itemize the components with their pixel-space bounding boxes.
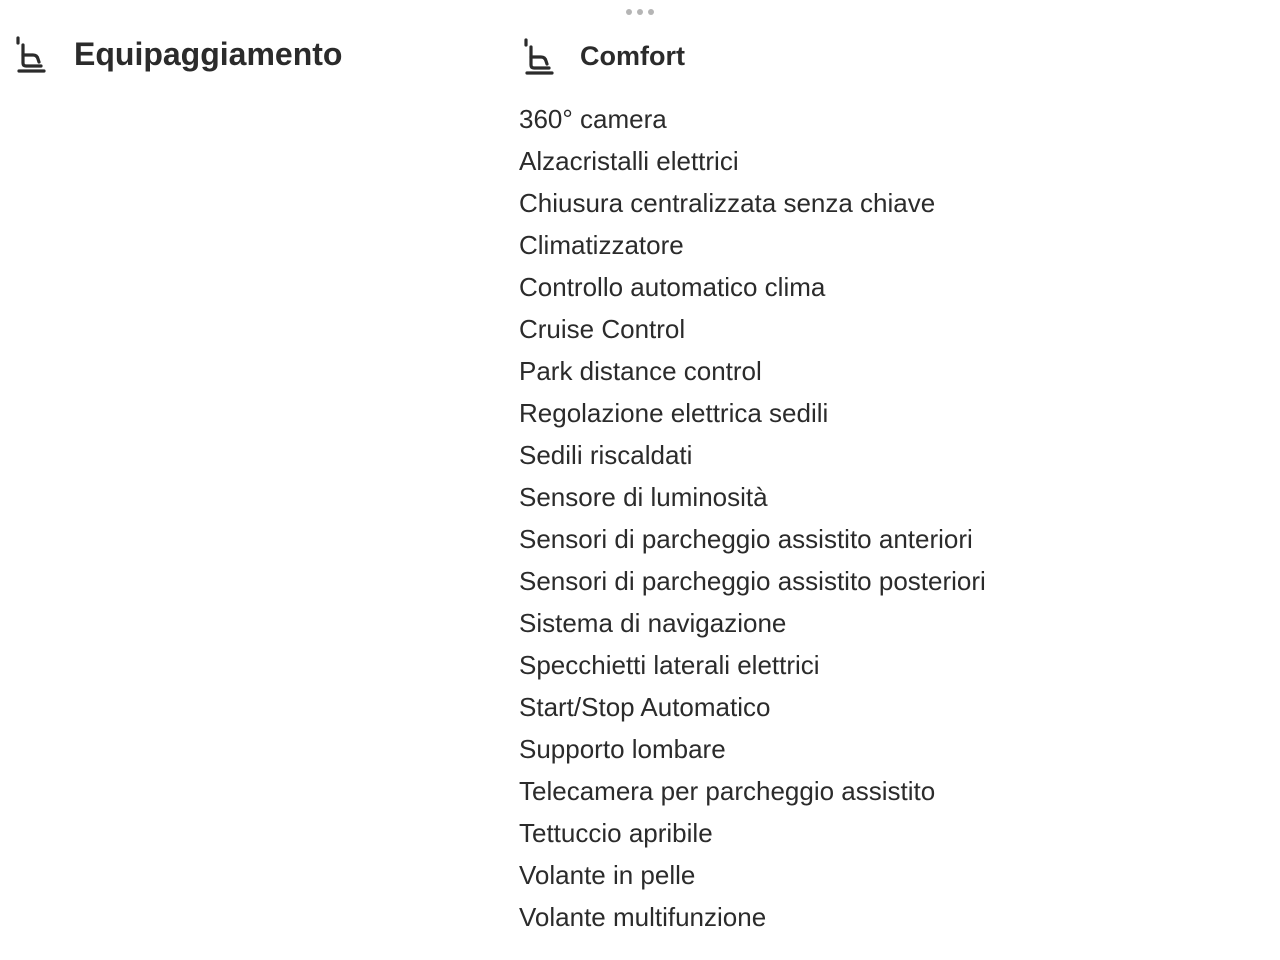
list-item: Climatizzatore	[519, 230, 684, 260]
list-item: Supporto lombare	[519, 734, 726, 764]
comfort-section-header	[520, 36, 685, 76]
handle-dot	[637, 9, 643, 15]
handle-dot	[648, 9, 654, 15]
seat-icon	[520, 36, 560, 76]
list-item: Telecamera per parcheggio assistito	[519, 776, 936, 806]
list-item: Sensori di parcheggio assistito posteriori	[519, 566, 986, 596]
list-item: Chiusura centralizzata senza chiave	[519, 188, 936, 218]
section-title: Comfort	[580, 40, 685, 71]
list-item: Sistema di navigazione	[519, 608, 787, 638]
equipment-header	[10, 34, 342, 74]
list-item: Tettuccio apribile	[519, 818, 713, 848]
list-item: Alzacristalli elettrici	[519, 146, 739, 176]
list-item: Sedili riscaldati	[519, 440, 693, 470]
list-item: 360° camera	[519, 104, 667, 134]
list-item: Controllo automatico clima	[519, 272, 826, 302]
list-item: Volante in pelle	[519, 860, 696, 890]
handle-dot	[626, 9, 632, 15]
seat-icon	[10, 34, 50, 74]
list-item: Cruise Control	[519, 314, 686, 344]
page-title: Equipaggiamento	[74, 35, 343, 72]
list-item: Specchietti laterali elettrici	[519, 650, 820, 680]
comfort-feature-list	[519, 98, 986, 938]
list-item: Sensori di parcheggio assistito anteriori	[519, 524, 973, 554]
list-item: Volante multifunzione	[519, 902, 767, 932]
list-item: Start/Stop Automatico	[519, 692, 771, 722]
sheet-drag-handle[interactable]	[626, 6, 654, 18]
list-item: Regolazione elettrica sedili	[519, 398, 829, 428]
list-item: Sensore di luminosità	[519, 482, 768, 512]
list-item: Park distance control	[519, 356, 762, 386]
